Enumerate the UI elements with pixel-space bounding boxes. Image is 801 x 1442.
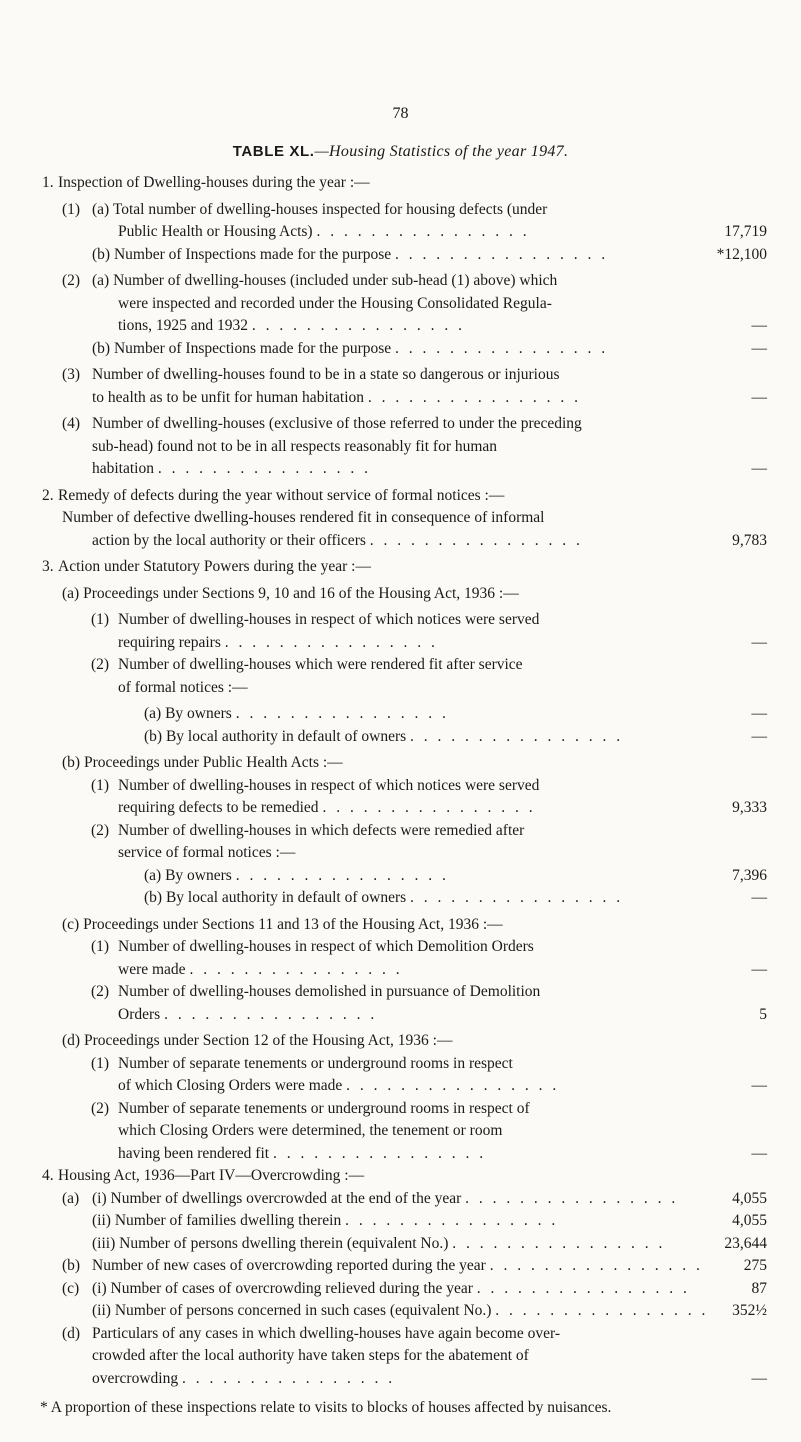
item-value: — bbox=[751, 960, 767, 978]
item-text: Number of dwelling-houses (exclusive of those referred to under the preceding bbox=[92, 415, 582, 432]
item-sub-letter: (b) bbox=[62, 1257, 81, 1274]
item-sub-letter: (a) bbox=[144, 866, 162, 884]
dot-leader: . . . . . . . . . . . . . . . . bbox=[157, 460, 371, 477]
item-number: (4) bbox=[62, 415, 81, 432]
item-number: (2) bbox=[91, 821, 110, 839]
item-text: which Closing Orders were determined, the tenement or room bbox=[118, 1122, 503, 1139]
item-3b1 bbox=[0, 775, 801, 798]
item-3d2-cont bbox=[0, 1120, 801, 1143]
item-number: (ii) bbox=[92, 1302, 111, 1319]
dot-leader: . . . . . . . . . . . . . . . . bbox=[235, 705, 449, 722]
item-text: of which Closing Orders were made bbox=[118, 1077, 343, 1094]
item-number: (2) bbox=[91, 656, 110, 673]
section-4-heading bbox=[0, 1165, 801, 1188]
footnote: * A proportion of these inspections relate to visits to blocks of houses affected by nuisances. bbox=[40, 1399, 612, 1416]
item-1-4-cont2 bbox=[0, 458, 801, 481]
item-text: Orders bbox=[118, 1005, 161, 1023]
item-text: action by the local authority or their officers bbox=[92, 531, 366, 549]
item-number: 2. bbox=[42, 486, 54, 504]
item-sub-letter: (a) bbox=[144, 705, 162, 722]
item-3b2 bbox=[0, 820, 801, 843]
item-text: were inspected and recorded under the Housing Consolidated Regula- bbox=[118, 294, 552, 312]
section-2-cont bbox=[0, 507, 801, 530]
item-text: having been rendered fit bbox=[118, 1144, 270, 1162]
item-text: Inspection of Dwelling-houses during the year :— bbox=[58, 174, 370, 191]
dot-leader: . . . . . . . . . . . . . . . . bbox=[345, 1212, 559, 1229]
item-value: 17,719 bbox=[724, 223, 767, 240]
section-3-heading bbox=[0, 556, 801, 579]
item-1-1a bbox=[0, 199, 801, 222]
item-3a bbox=[0, 583, 801, 606]
item-text: By owners bbox=[165, 705, 232, 722]
item-sub-letter: (b) bbox=[144, 889, 163, 906]
item-text: Number of dwelling-houses in respect of which notices were served bbox=[118, 611, 540, 628]
item-3a2b bbox=[0, 726, 801, 749]
item-1-2a-cont2 bbox=[0, 315, 801, 338]
item-value: — bbox=[751, 388, 767, 406]
item-text: habitation bbox=[92, 460, 154, 477]
item-3c1 bbox=[0, 936, 801, 959]
item-value: 275 bbox=[743, 1257, 767, 1274]
item-text: were made bbox=[118, 960, 186, 978]
item-1-1b bbox=[0, 244, 801, 267]
item-4a-iii bbox=[0, 1233, 801, 1256]
item-value: *12,100 bbox=[716, 245, 767, 263]
dot-leader: . . . . . . . . . . . . . . . . bbox=[495, 1302, 709, 1319]
item-text: Housing Act, 1936—Part IV—Overcrowding :— bbox=[58, 1167, 365, 1184]
item-number: (1) bbox=[91, 1054, 110, 1072]
item-text: Proceedings under Section 12 of the Housing Act, 1936 :— bbox=[83, 1032, 453, 1049]
item-sub-letter: (a) bbox=[92, 200, 110, 218]
item-text: of formal notices :— bbox=[118, 678, 248, 696]
item-3d2-cont2 bbox=[0, 1143, 801, 1166]
item-4c-i bbox=[0, 1278, 801, 1301]
item-text: Number of cases of overcrowding relieved during the year bbox=[110, 1279, 473, 1297]
item-3c2-cont bbox=[0, 1004, 801, 1027]
item-value: — bbox=[751, 889, 767, 906]
item-value: 352½ bbox=[732, 1302, 767, 1319]
item-text: Number of dwelling-houses in which defects were remedied after bbox=[118, 821, 525, 839]
item-3a1-cont bbox=[0, 632, 801, 655]
item-4d-cont2 bbox=[0, 1368, 801, 1391]
dot-leader: . . . . . . . . . . . . . . . . bbox=[452, 1234, 666, 1252]
dot-leader: . . . . . . . . . . . . . . . . bbox=[395, 339, 609, 357]
dot-leader: . . . . . . . . . . . . . . . . bbox=[489, 1257, 703, 1274]
item-text: tions, 1925 and 1932 bbox=[118, 317, 249, 334]
item-3d bbox=[0, 1030, 801, 1053]
item-sub-letter: (b) bbox=[62, 754, 81, 771]
item-value: — bbox=[751, 1369, 767, 1387]
item-sub-letter: (b) bbox=[92, 339, 111, 357]
item-value: — bbox=[751, 317, 767, 334]
item-number: (i) bbox=[92, 1279, 107, 1297]
item-number: (2) bbox=[62, 272, 81, 289]
item-4a-ii bbox=[0, 1210, 801, 1233]
item-value: — bbox=[751, 1077, 767, 1094]
item-text: Number of defective dwelling-houses rendered fit in consequence of informal bbox=[62, 509, 545, 526]
item-number: (iii) bbox=[92, 1234, 116, 1252]
dot-leader: . . . . . . . . . . . . . . . . bbox=[272, 1144, 487, 1162]
item-text: Number of new cases of overcrowding reported during the year bbox=[92, 1257, 486, 1274]
table-subtitle: —Housing Statistics of the year 1947. bbox=[314, 143, 569, 160]
section-2-cont2 bbox=[0, 530, 801, 553]
item-1-2b bbox=[0, 338, 801, 361]
dot-leader: . . . . . . . . . . . . . . . . bbox=[251, 317, 466, 334]
item-3a2 bbox=[0, 654, 801, 677]
item-1-4-cont bbox=[0, 436, 801, 459]
dot-leader: . . . . . . . . . . . . . . . . bbox=[395, 245, 609, 263]
item-text: Proceedings under Sections 11 and 13 of the Housing Act, 1936 :— bbox=[83, 915, 503, 933]
item-value: — bbox=[751, 633, 767, 651]
dot-leader: . . . . . . . . . . . . . . . . bbox=[367, 388, 582, 406]
item-text: Number of separate tenements or underground rooms in respect of bbox=[118, 1099, 530, 1117]
dot-leader: . . . . . . . . . . . . . . . . bbox=[476, 1279, 690, 1297]
item-4c-ii bbox=[0, 1300, 801, 1323]
item-value: 5 bbox=[759, 1005, 767, 1023]
item-text: Particulars of any cases in which dwelling-houses have again become over- bbox=[92, 1324, 560, 1342]
item-value: — bbox=[751, 1144, 767, 1162]
dot-leader: . . . . . . . . . . . . . . . . bbox=[181, 1369, 396, 1387]
item-text: service of formal notices :— bbox=[118, 844, 296, 861]
item-text: Number of families dwelling therein bbox=[114, 1212, 342, 1229]
page-number: 78 bbox=[392, 105, 409, 122]
dot-leader: . . . . . . . . . . . . . . . . bbox=[235, 866, 449, 884]
item-number: (2) bbox=[91, 983, 110, 1000]
item-text: overcrowding bbox=[92, 1369, 179, 1387]
item-number: (ii) bbox=[92, 1212, 111, 1229]
item-3a2-cont bbox=[0, 677, 801, 700]
item-text: Number of dwelling-houses in respect of which Demolition Orders bbox=[118, 938, 534, 955]
item-value: 9,783 bbox=[732, 531, 767, 549]
dot-leader: . . . . . . . . . . . . . . . . bbox=[189, 960, 403, 978]
dot-leader: . . . . . . . . . . . . . . . . bbox=[322, 799, 536, 816]
dot-leader: . . . . . . . . . . . . . . . . bbox=[164, 1005, 378, 1023]
item-3b1-cont bbox=[0, 797, 801, 820]
dot-leader: . . . . . . . . . . . . . . . . bbox=[465, 1189, 679, 1207]
item-value: 87 bbox=[751, 1279, 767, 1297]
dot-leader: . . . . . . . . . . . . . . . . bbox=[410, 889, 624, 906]
item-4b bbox=[0, 1255, 801, 1278]
item-1-1a-cont bbox=[0, 221, 801, 244]
item-text: Number of separate tenements or underground rooms in respect bbox=[118, 1054, 513, 1072]
item-value: — bbox=[751, 727, 767, 745]
item-number: (2) bbox=[91, 1099, 110, 1117]
dot-leader: . . . . . . . . . . . . . . . . bbox=[369, 531, 583, 549]
item-sub-letter: (b) bbox=[144, 727, 163, 745]
section-1-heading bbox=[0, 172, 801, 195]
dot-leader: . . . . . . . . . . . . . . . . bbox=[410, 727, 624, 745]
item-sub-letter: (b) bbox=[92, 245, 111, 263]
item-3d2 bbox=[0, 1098, 801, 1121]
item-number: 4. bbox=[42, 1167, 54, 1184]
item-3a2a bbox=[0, 703, 801, 726]
item-text: Number of dwelling-houses in respect of which notices were served bbox=[118, 776, 540, 794]
item-1-2a-cont bbox=[0, 293, 801, 316]
item-sub-letter: (a) bbox=[62, 584, 80, 602]
item-value: 4,055 bbox=[732, 1189, 767, 1207]
item-value: 23,644 bbox=[724, 1234, 767, 1252]
item-3c1-cont bbox=[0, 959, 801, 982]
item-value: 9,333 bbox=[732, 799, 767, 816]
item-value: — bbox=[751, 705, 767, 722]
item-value: 4,055 bbox=[732, 1212, 767, 1229]
item-value: — bbox=[751, 460, 767, 477]
item-number: 1. bbox=[42, 174, 54, 191]
item-text: requiring repairs bbox=[118, 633, 221, 651]
item-number: 3. bbox=[42, 558, 54, 575]
dot-leader: . . . . . . . . . . . . . . . . bbox=[316, 223, 530, 240]
item-3d1-cont bbox=[0, 1075, 801, 1098]
item-number: (3) bbox=[62, 366, 81, 383]
item-number: (1) bbox=[62, 200, 81, 218]
item-value: — bbox=[751, 339, 767, 357]
item-text: Proceedings under Public Health Acts :— bbox=[83, 754, 343, 771]
dot-leader: . . . . . . . . . . . . . . . . bbox=[346, 1077, 560, 1094]
item-number: (i) bbox=[92, 1189, 107, 1207]
item-text: Proceedings under Sections 9, 10 and 16 of the Housing Act, 1936 :— bbox=[83, 584, 519, 602]
item-3b2b bbox=[0, 887, 801, 910]
item-sub-letter: (c) bbox=[62, 915, 80, 933]
item-text: Total number of dwelling-houses inspected for housing defects (under bbox=[112, 200, 548, 218]
item-number: (1) bbox=[91, 776, 110, 794]
item-value: 7,396 bbox=[732, 866, 767, 884]
item-text: to health as to be unfit for human habitation bbox=[92, 388, 365, 406]
item-text: requiring defects to be remedied bbox=[118, 799, 319, 816]
item-text: Number of Inspections made for the purpose bbox=[113, 245, 392, 263]
item-1-3 bbox=[0, 364, 801, 387]
item-number: (1) bbox=[91, 611, 110, 628]
item-sub-letter: (d) bbox=[62, 1324, 81, 1342]
item-sub-letter: (d) bbox=[62, 1032, 81, 1049]
item-text: Number of dwellings overcrowded at the end of the year bbox=[110, 1189, 462, 1207]
item-3c bbox=[0, 914, 801, 937]
item-sub-letter: (a) bbox=[62, 1189, 80, 1207]
item-3b2a bbox=[0, 865, 801, 888]
item-text: Remedy of defects during the year without service of formal notices :— bbox=[58, 486, 505, 504]
item-text: Number of dwelling-houses demolished in pursuance of Demolition bbox=[118, 983, 541, 1000]
item-text: By local authority in default of owners bbox=[165, 727, 407, 745]
item-3b bbox=[0, 752, 801, 775]
item-text: Action under Statutory Powers during the year :— bbox=[58, 558, 371, 575]
item-text: Number of dwelling-houses found to be in a state so dangerous or injurious bbox=[92, 366, 560, 383]
item-3d1 bbox=[0, 1053, 801, 1076]
item-sub-letter: (a) bbox=[92, 272, 110, 289]
item-text: Public Health or Housing Acts) bbox=[118, 223, 313, 240]
item-text: By local authority in default of owners bbox=[165, 889, 407, 906]
item-number: (1) bbox=[91, 938, 110, 955]
item-text: Number of Inspections made for the purpose bbox=[113, 339, 392, 357]
table-title bbox=[0, 141, 801, 164]
item-1-2a bbox=[0, 270, 801, 293]
table-body bbox=[0, 172, 801, 1390]
item-text: crowded after the local authority have taken steps for the abatement of bbox=[92, 1347, 529, 1364]
table-label: TABLE XL. bbox=[232, 143, 315, 160]
item-4d-cont bbox=[0, 1345, 801, 1368]
item-4a-i bbox=[0, 1188, 801, 1211]
item-1-3-cont bbox=[0, 387, 801, 410]
item-text: Number of persons dwelling therein (equivalent No.) bbox=[119, 1234, 449, 1252]
item-sub-letter: (c) bbox=[62, 1279, 80, 1297]
item-text: Number of dwelling-houses (included under sub-head (1) above) which bbox=[113, 272, 558, 289]
item-3a1 bbox=[0, 609, 801, 632]
item-text: By owners bbox=[165, 866, 232, 884]
item-3c2 bbox=[0, 981, 801, 1004]
section-2 bbox=[0, 485, 801, 508]
item-text: Number of persons concerned in such cases (equivalent No.) bbox=[114, 1302, 492, 1319]
item-1-4 bbox=[0, 413, 801, 436]
item-4d bbox=[0, 1323, 801, 1346]
dot-leader: . . . . . . . . . . . . . . . . bbox=[224, 633, 438, 651]
item-text: Number of dwelling-houses which were rendered fit after service bbox=[118, 656, 523, 673]
item-3b2-cont bbox=[0, 842, 801, 865]
item-text: sub-head) found not to be in all respects reasonably fit for human bbox=[92, 437, 498, 455]
